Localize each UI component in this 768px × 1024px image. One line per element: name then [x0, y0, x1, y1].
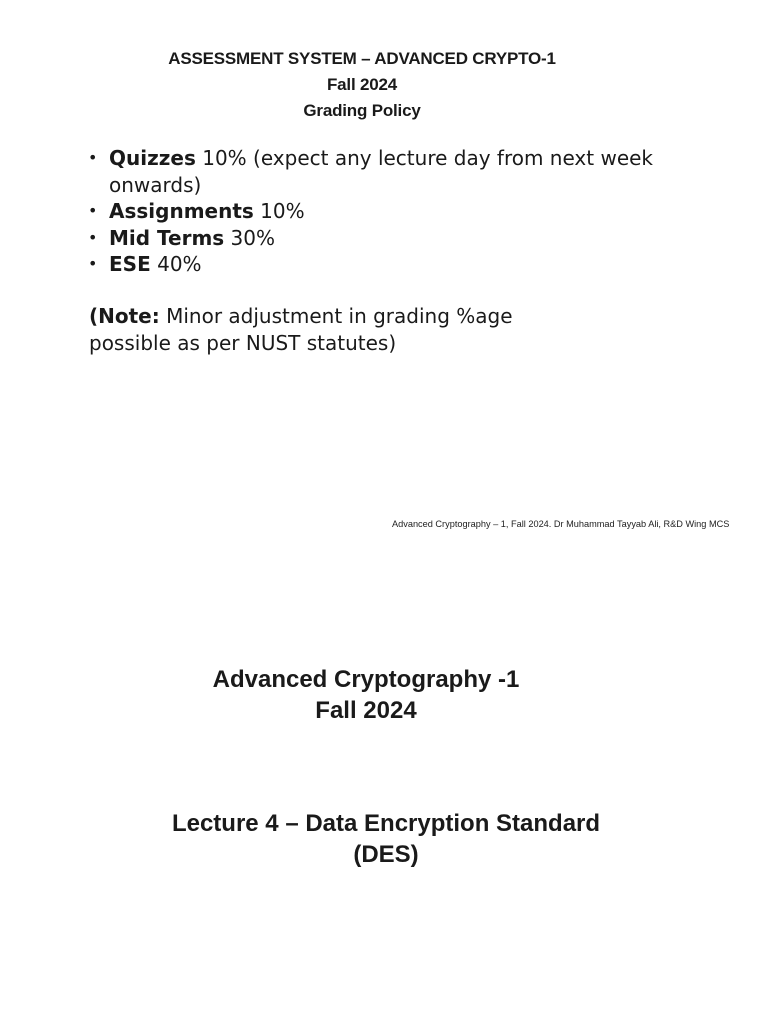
- grading-item-value: 40%: [150, 252, 202, 276]
- heading-course-title: ASSESSMENT SYSTEM – ADVANCED CRYPTO-1: [168, 49, 556, 68]
- grading-item-assignments: [88, 198, 688, 225]
- grading-list: [88, 145, 688, 278]
- note-text: Minor adjustment in grading %age possible as per NUST statutes): [89, 304, 513, 355]
- grading-item-label: Mid Terms: [109, 225, 225, 250]
- grading-item-label: Assignments: [109, 199, 254, 223]
- grading-item-value: 10% (expect any lecture day from next week onwards): [109, 146, 654, 197]
- lecture-title: [136, 808, 636, 870]
- grading-item-value: 10%: [253, 199, 305, 223]
- grading-item-quizzes: [88, 145, 688, 198]
- heading-subtitle: Grading Policy: [303, 101, 421, 120]
- grading-item-label: Quizzes: [109, 146, 196, 170]
- bullet-icon: •: [88, 148, 98, 167]
- grading-item-value: 30%: [224, 225, 276, 250]
- slide-lecture-title: [0, 560, 768, 1024]
- grading-item-ese: [88, 251, 688, 278]
- course-name: Advanced Cryptography -1: [212, 666, 520, 693]
- course-term: Fall 2024: [315, 697, 417, 724]
- heading-term: Fall 2024: [326, 75, 398, 94]
- lecture-abbreviation: (DES): [353, 841, 419, 868]
- grading-note: [89, 303, 589, 356]
- bullet-icon: •: [88, 201, 98, 220]
- bullet-icon: •: [88, 227, 98, 247]
- slide-footer: Advanced Cryptography – 1, Fall 2024. Dr Muhammad Tayyab Ali, R&D Wing MCS: [392, 519, 730, 529]
- bullet-icon: •: [88, 254, 98, 273]
- slide-heading: [62, 46, 662, 124]
- grading-item-label: ESE: [109, 252, 151, 276]
- note-label: (Note:: [89, 304, 160, 328]
- lecture-name: Lecture 4 – Data Encryption Standard: [171, 810, 601, 837]
- grading-item-mid-terms: [88, 225, 688, 252]
- course-title: [116, 664, 616, 726]
